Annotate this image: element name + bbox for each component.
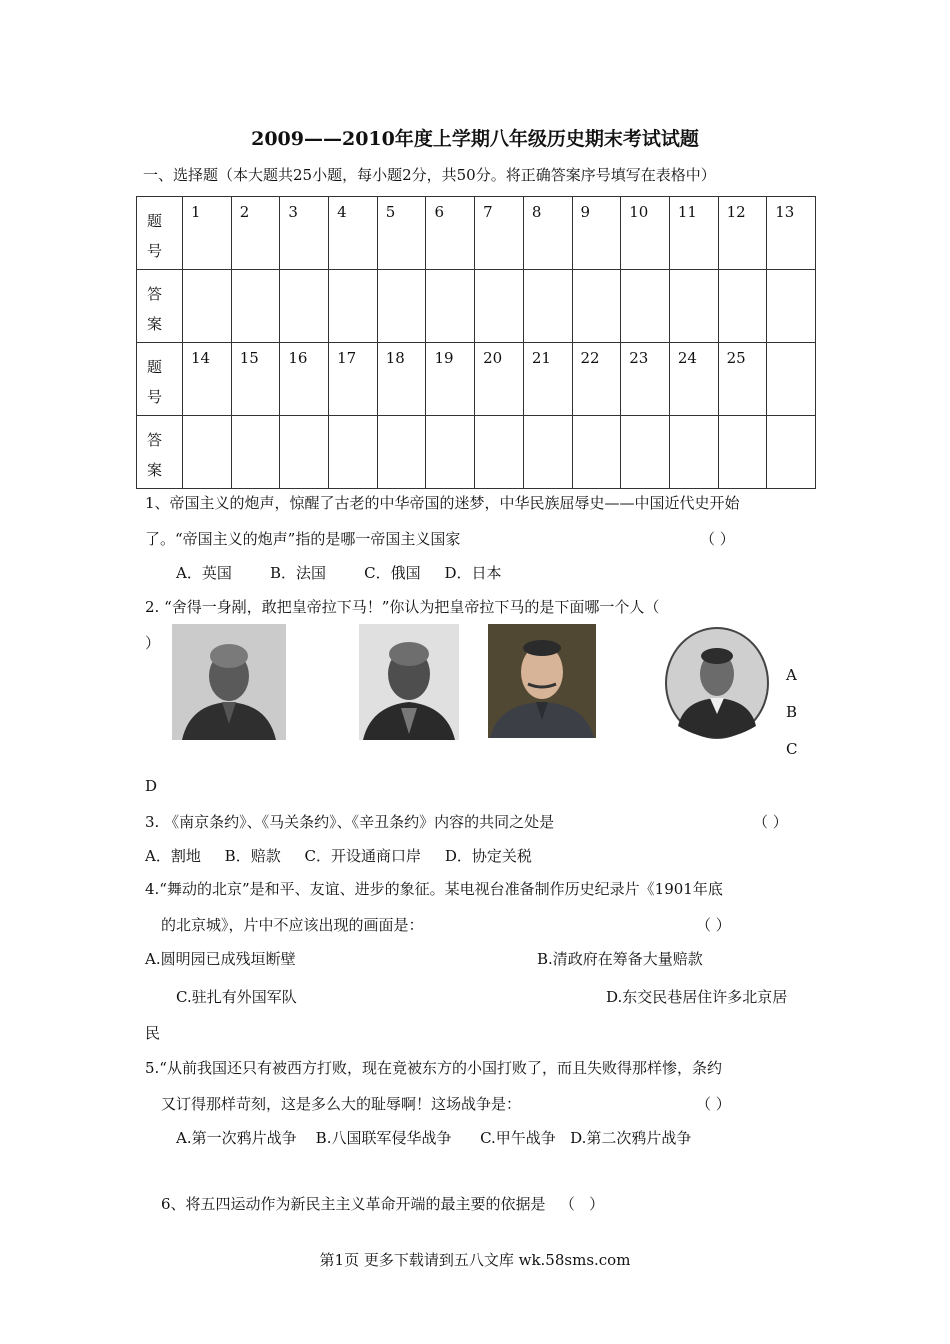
question-number: 5	[377, 197, 426, 270]
answer-cell[interactable]	[183, 270, 232, 343]
answer-cell[interactable]	[426, 270, 475, 343]
question-number: 14	[183, 343, 232, 416]
answer-cell[interactable]	[183, 416, 232, 489]
question-4-line1: 4.“舞动的北京”是和平、友谊、进步的象征。某电视台准备制作历史纪录片《1901年底	[145, 880, 723, 898]
portrait-photo-c	[488, 624, 596, 738]
question-number: 11	[669, 197, 718, 270]
answer-cell[interactable]	[475, 416, 524, 489]
answer-parenthesis: （ ）	[696, 1095, 731, 1113]
portrait-photo-d	[664, 626, 770, 740]
answer-cell[interactable]	[231, 416, 280, 489]
answer-cell[interactable]	[523, 416, 572, 489]
answer-cell[interactable]	[669, 416, 718, 489]
answer-cell[interactable]	[621, 416, 670, 489]
answer-cell[interactable]	[377, 270, 426, 343]
question-number: 6	[426, 197, 475, 270]
question-4-line2: 的北京城》，片中不应该出现的画面是：	[161, 916, 424, 934]
question-number: 25	[718, 343, 767, 416]
question-number: 10	[621, 197, 670, 270]
question-number: 7	[475, 197, 524, 270]
page-title: 2009——2010年度上学期八年级历史期末考试试题	[251, 128, 699, 150]
page-footer: 第1页 更多下载请到五八文库 wk.58sms.com	[319, 1251, 631, 1269]
question-number: 4	[329, 197, 378, 270]
question-4-option-b: B.清政府在筹备大量赔款	[537, 950, 703, 968]
answer-parenthesis: （ ）	[700, 530, 735, 548]
question-5-line1: 5.“从前我国还只有被西方打败，现在竟被东方的小国打败了，而且失败得那样惨，条约	[145, 1059, 722, 1077]
answer-table	[136, 196, 816, 489]
answer-cell[interactable]	[669, 270, 718, 343]
question-5-options: A.第一次鸦片战争 B.八国联军侵华战争 C.甲午战争 D.第二次鸦片战争	[176, 1129, 692, 1147]
question-3-line1: 3. 《南京条约》、《马关条约》、《辛丑条约》内容的共同之处是	[145, 813, 555, 831]
portrait-photo-a	[172, 624, 286, 740]
question-number: 15	[231, 343, 280, 416]
question-number: 20	[475, 343, 524, 416]
question-1-options: A．英国 B．法国 C．俄国 D．日本	[176, 564, 502, 582]
answer-cell[interactable]	[767, 270, 816, 343]
question-3-options: A．割地 B．赔款 C．开设通商口岸 D．协定关税	[145, 847, 532, 865]
answer-cell[interactable]	[523, 270, 572, 343]
question-number: 12	[718, 197, 767, 270]
answer-cell[interactable]	[426, 416, 475, 489]
question-number: 19	[426, 343, 475, 416]
question-4-option-d-cont: 民	[145, 1024, 161, 1042]
question-number: 3	[280, 197, 329, 270]
question-number: 2	[231, 197, 280, 270]
question-2-line1: 2. “舍得一身剐，敢把皇帝拉下马！”你认为把皇帝拉下马的是下面哪一个人（	[145, 598, 660, 616]
answer-cell[interactable]	[572, 270, 621, 343]
question-number: 21	[523, 343, 572, 416]
section-heading: 一、选择题（本大题共25小题，每小题2分，共50分。将正确答案序号填写在表格中）	[143, 166, 716, 184]
table-row-numbers-2	[137, 343, 816, 416]
row-label-question: 题 号	[137, 343, 183, 416]
answer-cell[interactable]	[767, 416, 816, 489]
answer-cell[interactable]	[377, 416, 426, 489]
question-number: 23	[621, 343, 670, 416]
answer-cell[interactable]	[329, 416, 378, 489]
photo-label-c: C	[786, 740, 798, 758]
question-number: 8	[523, 197, 572, 270]
photo-label-a: A	[786, 666, 797, 684]
question-4-option-a: A.圆明园已成残垣断壁	[145, 950, 296, 968]
table-row-answers-1	[137, 270, 816, 343]
question-1-line2: 了。“帝国主义的炮声”指的是哪一帝国主义国家	[145, 530, 461, 548]
question-number: 9	[572, 197, 621, 270]
answer-cell[interactable]	[621, 270, 670, 343]
answer-parenthesis: （ ）	[696, 916, 731, 934]
row-label-answer: 答 案	[137, 270, 183, 343]
row-label-question: 题 号	[137, 197, 183, 270]
question-number	[767, 343, 816, 416]
photo-label-b: B	[786, 703, 798, 721]
question-number: 13	[767, 197, 816, 270]
answer-cell[interactable]	[280, 416, 329, 489]
question-4-option-d: D.东交民巷居住许多北京居	[606, 988, 788, 1006]
question-5-line2: 又订得那样苛刻，这是多么大的耻辱啊！这场战争是：	[161, 1095, 522, 1113]
question-number: 18	[377, 343, 426, 416]
portrait-photo-b	[359, 624, 459, 740]
question-6-line1: 6、将五四运动作为新民主主义革命开端的最主要的依据是 （ ）	[161, 1195, 605, 1213]
question-number: 24	[669, 343, 718, 416]
question-2-line2: ）	[145, 634, 161, 652]
row-label-answer: 答 案	[137, 416, 183, 489]
answer-cell[interactable]	[718, 416, 767, 489]
question-number: 17	[329, 343, 378, 416]
question-number: 1	[183, 197, 232, 270]
answer-cell[interactable]	[718, 270, 767, 343]
table-row-numbers-1	[137, 197, 816, 270]
question-4-option-c: C.驻扎有外国军队	[176, 988, 297, 1006]
answer-cell[interactable]	[572, 416, 621, 489]
question-number: 22	[572, 343, 621, 416]
photo-label-d: D	[145, 777, 158, 795]
answer-cell[interactable]	[280, 270, 329, 343]
table-row-answers-2	[137, 416, 816, 489]
question-number: 16	[280, 343, 329, 416]
question-1-line1: 1、帝国主义的炮声，惊醒了古老的中华帝国的迷梦，中华民族屈辱史——中国近代史开始	[145, 494, 740, 512]
answer-parenthesis: （ ）	[753, 813, 788, 831]
answer-cell[interactable]	[475, 270, 524, 343]
answer-cell[interactable]	[329, 270, 378, 343]
answer-cell[interactable]	[231, 270, 280, 343]
